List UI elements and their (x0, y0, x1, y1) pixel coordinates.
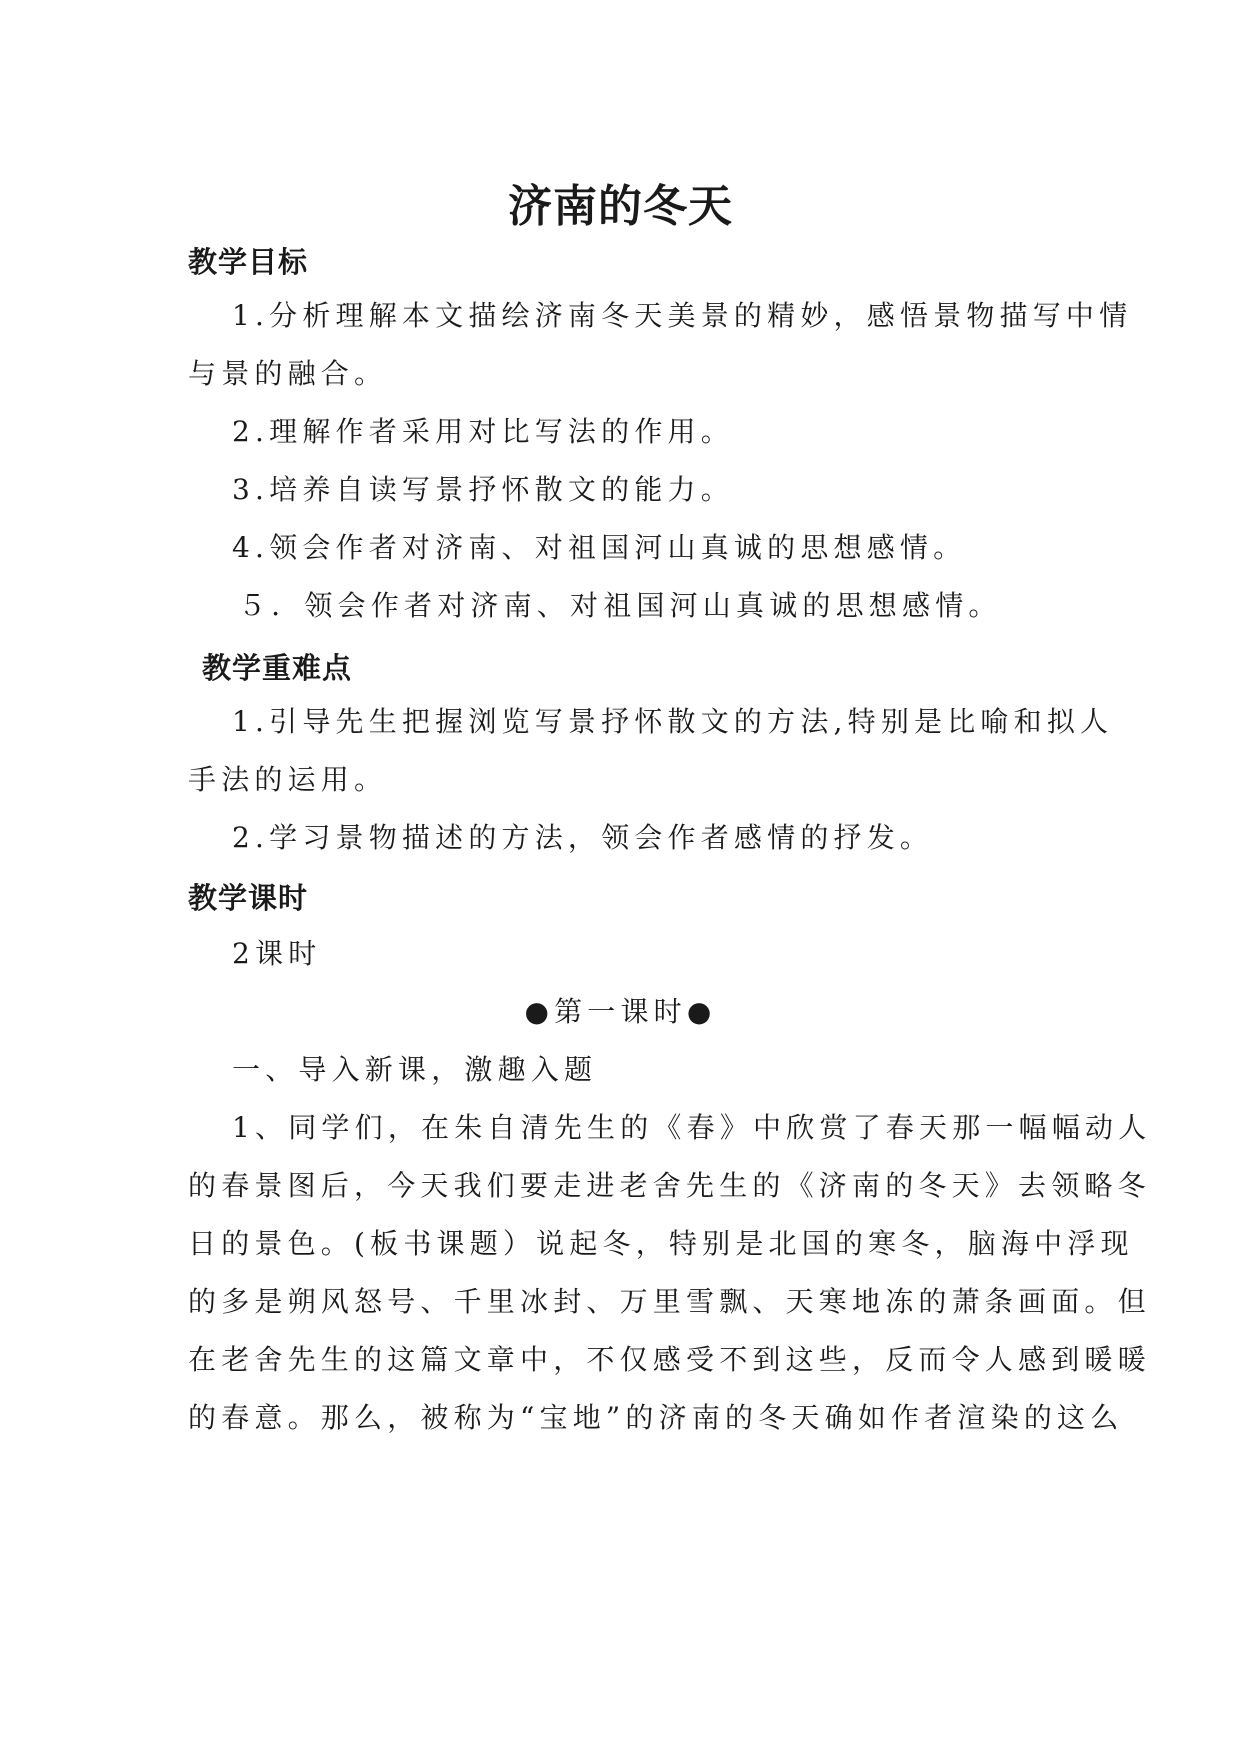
paragraph-line: 在老舍先生的这篇文章中，不仅感受不到这些，反而令人感到暖暖 (188, 1343, 1151, 1376)
section-heading-periods: 教学课时 (188, 881, 309, 915)
key-point-line: 手法的运用。 (188, 763, 388, 796)
objective-line: 1.分析理解本文描绘济南冬天美景的精妙，感悟景物描写中情 (232, 299, 1133, 332)
objective-line: 2.理解作者采用对比写法的作用。 (232, 415, 734, 448)
section-heading-key-points: 教学重难点 (202, 651, 353, 685)
periods-value: 2课时 (232, 937, 322, 970)
paragraph-line: 日的景色。(板书课题）说起冬，特别是北国的寒冬，脑海中浮现 (188, 1227, 1134, 1260)
paragraph-line: 的春意。那么，被称为“宝地”的济南的冬天确如作者渲染的这么 (188, 1401, 1124, 1434)
lesson-one-label: ●第一课时● (524, 995, 717, 1028)
paragraph-line: 的春景图后，今天我们要走进老舍先生的《济南的冬天》去领略冬 (188, 1169, 1151, 1202)
section-heading-objectives: 教学目标 (188, 245, 309, 279)
objective-line: 与景的融合。 (188, 357, 388, 390)
key-point-line: 2.学习景物描述的方法，领会作者感情的抒发。 (232, 821, 934, 854)
objective-line: 3.培养自读写景抒怀散文的能力。 (232, 473, 734, 506)
paragraph-line: 的多是朔风怒号、千里冰封、万里雪飘、天寒地冻的萧条画面。但 (188, 1285, 1151, 1318)
objective-line: ５．领会作者对济南、对祖国河山真诚的思想感情。 (238, 589, 1002, 622)
objective-line: 4.领会作者对济南、对祖国河山真诚的思想感情。 (232, 531, 967, 564)
lesson-step-title: 一、导入新课，激趣入题 (232, 1053, 598, 1086)
paragraph-line: 1、同学们，在朱自清先生的《春》中欣赏了春天那一幅幅动人 (232, 1111, 1152, 1144)
document-title: 济南的冬天 (508, 181, 733, 232)
key-point-line: 1.引导先生把握浏览写景抒怀散文的方法,特别是比喻和拟人 (232, 705, 1114, 738)
